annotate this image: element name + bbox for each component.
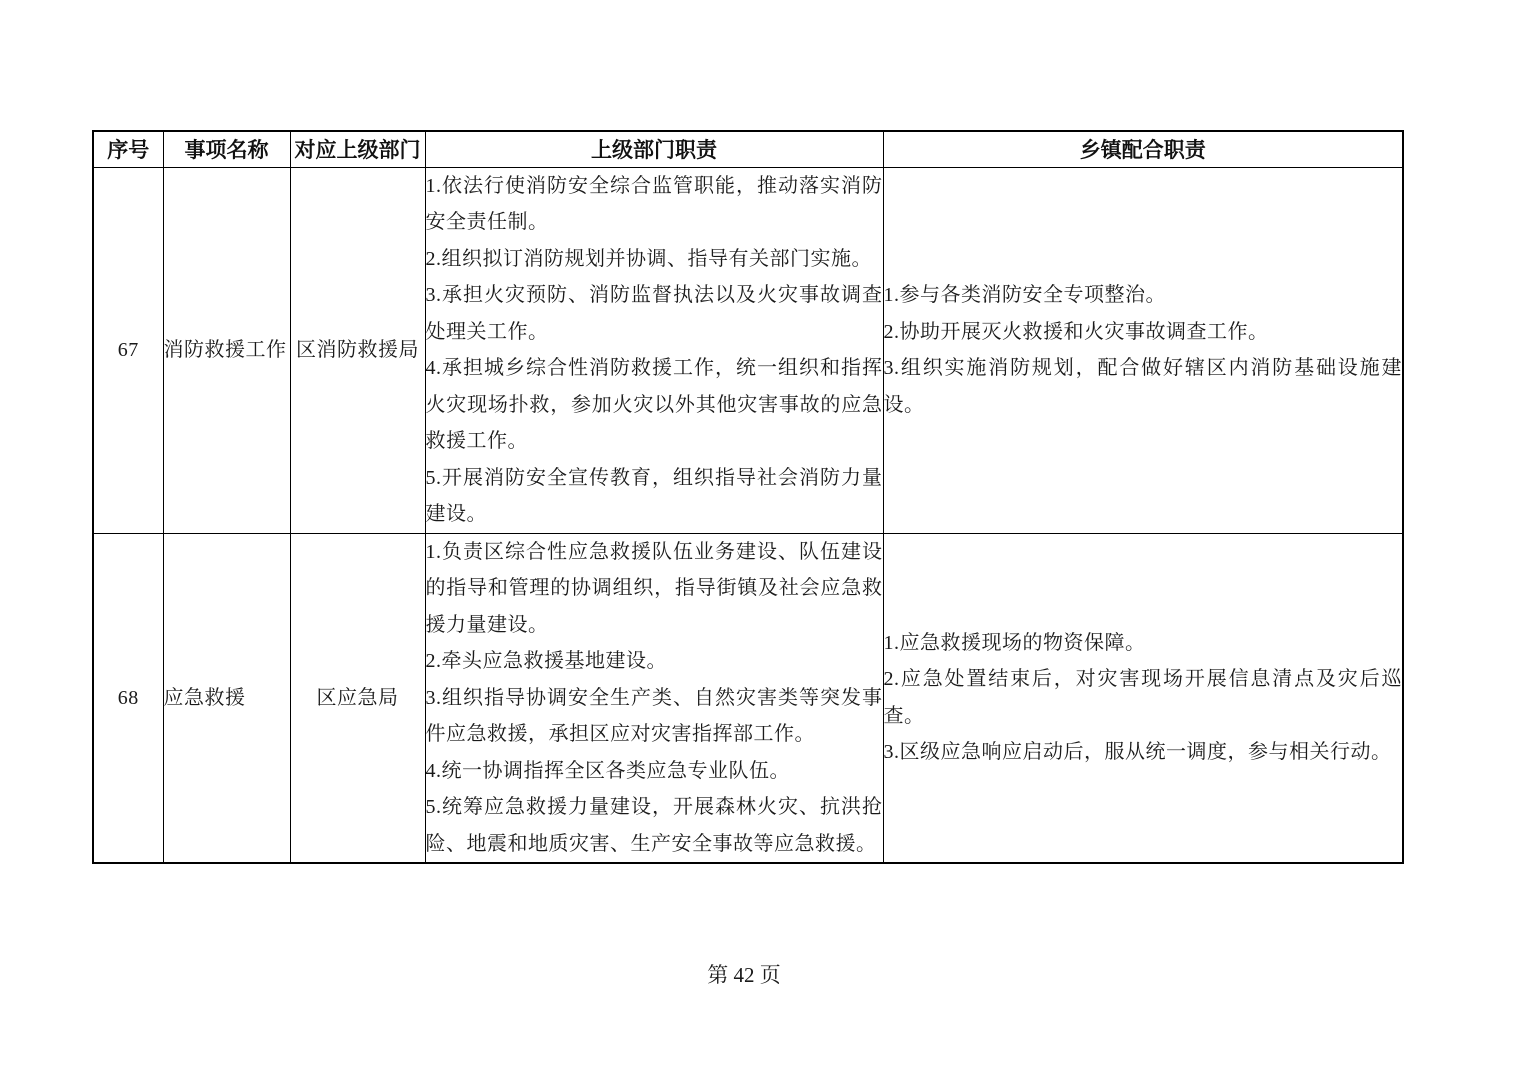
- header-department: 对应上级部门: [290, 131, 425, 167]
- duty-item: 1.参与各类消防安全专项整治。: [883, 284, 1166, 306]
- cell-department: 区应急局: [290, 533, 425, 863]
- duty-item: 1.依法行使消防安全综合监管职能，推动落实消防安全责任制。: [425, 174, 883, 233]
- duty-item: 5.开展消防安全宣传教育，组织指导社会消防力量建设。: [425, 466, 883, 525]
- duty-item: 3.组织指导协调安全生产类、自然灾害类等突发事件应急救援，承担区应对灾害指挥部工作。: [425, 686, 883, 745]
- duty-item: 4.统一协调指挥全区各类应急专业队伍。: [425, 759, 790, 782]
- duty-item: 1.应急救援现场的物资保障。: [883, 631, 1146, 654]
- cell-item-name: 消防救援工作: [163, 167, 290, 533]
- duties-table: [92, 130, 1404, 864]
- cell-seq-number: 67: [93, 167, 163, 533]
- table-row: [93, 533, 1403, 863]
- header-superior-duties: 上级部门职责: [425, 131, 883, 167]
- cell-superior-duties: [425, 533, 883, 863]
- cell-item-name: 应急救援: [163, 533, 290, 863]
- cell-seq-number: 68: [93, 533, 163, 863]
- header-row: [93, 131, 1403, 167]
- duty-item: 2.牵头应急救援基地建设。: [425, 650, 667, 672]
- duty-item: 1.负责区综合性应急救援队伍业务建设、队伍建设的指导和管理的协调组织，指导街镇及社会应急救援力量建设。: [425, 540, 883, 636]
- duty-item: 5.统筹应急救援力量建设，开展森林火灾、抗洪抢险、地震和地质灾害、生产安全事故等应急救援。: [425, 796, 883, 855]
- duty-item: 2.应急处置结束后，对灾害现场开展信息清点及灾后巡查。: [883, 668, 1402, 727]
- header-item-name: 事项名称: [163, 131, 290, 167]
- header-seq: 序号: [93, 131, 163, 167]
- duty-item: 2.协助开展灭火救援和火灾事故调查工作。: [883, 320, 1269, 343]
- duty-item: 4.承担城乡综合性消防救援工作，统一组织和指挥火灾现场扑救，参加火灾以外其他灾害事故的应急救援工作。: [425, 357, 883, 452]
- table-header: [93, 131, 1403, 167]
- cell-department: 区消防救援局: [290, 167, 425, 533]
- header-township-duties: 乡镇配合职责: [883, 131, 1403, 167]
- table-body: [93, 167, 1403, 863]
- duty-item: 2.组织拟订消防规划并协调、指导有关部门实施。: [425, 247, 872, 270]
- cell-superior-duties: [425, 167, 883, 533]
- duty-item: 3.组织实施消防规划，配合做好辖区内消防基础设施建设。: [883, 357, 1402, 416]
- page-number: 第 42 页: [707, 963, 781, 987]
- duty-item: 3.承担火灾预防、消防监督执法以及火灾事故调查处理关工作。: [425, 284, 883, 343]
- cell-township-duties: [883, 533, 1403, 863]
- duty-item: 3.区级应急响应启动后，服从统一调度，参与相关行动。: [883, 741, 1392, 764]
- cell-township-duties: [883, 167, 1403, 533]
- table-row: [93, 167, 1403, 533]
